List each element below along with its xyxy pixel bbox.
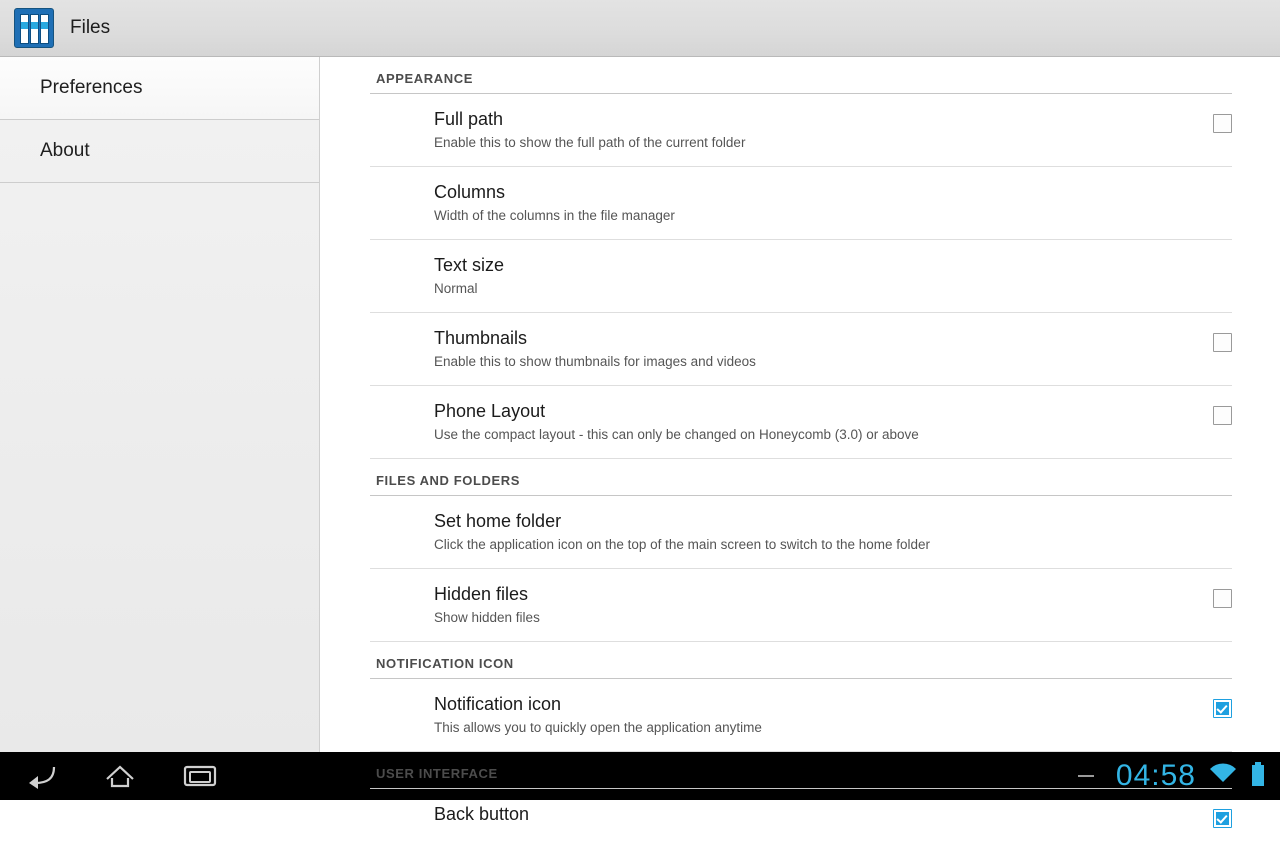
setting-row-hidden-files[interactable]: [370, 569, 1232, 642]
setting-summary: Width of the columns in the file manager: [434, 208, 675, 223]
setting-summary: Enable this to show thumbnails for images and videos: [434, 354, 756, 369]
setting-row-full-path[interactable]: [370, 94, 1232, 167]
setting-row-phone-layout[interactable]: [370, 386, 1232, 459]
setting-row-set-home-folder[interactable]: [370, 496, 1232, 569]
setting-title: Hidden files: [434, 584, 529, 604]
action-bar: [0, 0, 1280, 57]
sidebar-item-label: About: [40, 140, 90, 161]
setting-summary: Show hidden files: [434, 610, 540, 625]
checkbox-back-button[interactable]: [1213, 809, 1232, 828]
checkbox-thumbnails[interactable]: [1213, 333, 1232, 352]
setting-summary: Enable this to show the full path of the current folder: [434, 135, 746, 150]
checkbox-notification-icon[interactable]: [1213, 699, 1232, 718]
setting-title: Full path: [434, 109, 504, 129]
setting-row-notification-icon[interactable]: [370, 679, 1232, 752]
section-header-files-and-folders: FILES AND FOLDERS: [370, 459, 1232, 496]
setting-title: Phone Layout: [434, 401, 546, 421]
setting-row-thumbnails[interactable]: [370, 313, 1232, 386]
setting-summary: Normal: [434, 281, 478, 296]
checkbox-full-path[interactable]: [1213, 114, 1232, 133]
setting-title: Thumbnails: [434, 328, 528, 348]
setting-title: Text size: [434, 255, 505, 275]
files-app-icon[interactable]: [14, 8, 54, 48]
setting-title: Set home folder: [434, 511, 562, 531]
recent-apps-icon[interactable]: [180, 760, 220, 792]
sidebar-item-label: Preferences: [40, 77, 143, 98]
setting-row-text-size[interactable]: [370, 240, 1232, 313]
app-title: Files: [70, 17, 111, 38]
section-header-notification-icon: NOTIFICATION ICON: [370, 642, 1232, 679]
setting-row-columns[interactable]: [370, 167, 1232, 240]
sidebar-item-about[interactable]: [0, 120, 319, 183]
status-clock: 04:58: [1115, 759, 1196, 792]
checkbox-hidden-files[interactable]: [1213, 589, 1232, 608]
section-header-appearance: APPEARANCE: [370, 57, 1232, 94]
nav-buttons: [20, 760, 220, 792]
section-header-user-interface: USER INTERFACE: [370, 752, 1232, 789]
setting-summary: This allows you to quickly open the application anytime: [434, 720, 762, 735]
settings-list: [320, 57, 1280, 853]
setting-row-back-button[interactable]: [370, 789, 1232, 853]
back-icon[interactable]: [20, 760, 60, 792]
settings-headers-sidebar: [0, 57, 320, 752]
sidebar-item-preferences[interactable]: [0, 57, 319, 120]
setting-summary: Use the compact layout - this can only be changed on Honeycomb (3.0) or above: [434, 427, 919, 442]
setting-title: Columns: [434, 182, 506, 202]
checkbox-phone-layout[interactable]: [1213, 406, 1232, 425]
setting-title: Back button: [434, 804, 530, 824]
setting-summary: Click the application icon on the top of the main screen to switch to the home folder: [434, 537, 931, 552]
setting-title: Notification icon: [434, 694, 562, 714]
home-icon[interactable]: [100, 760, 140, 792]
